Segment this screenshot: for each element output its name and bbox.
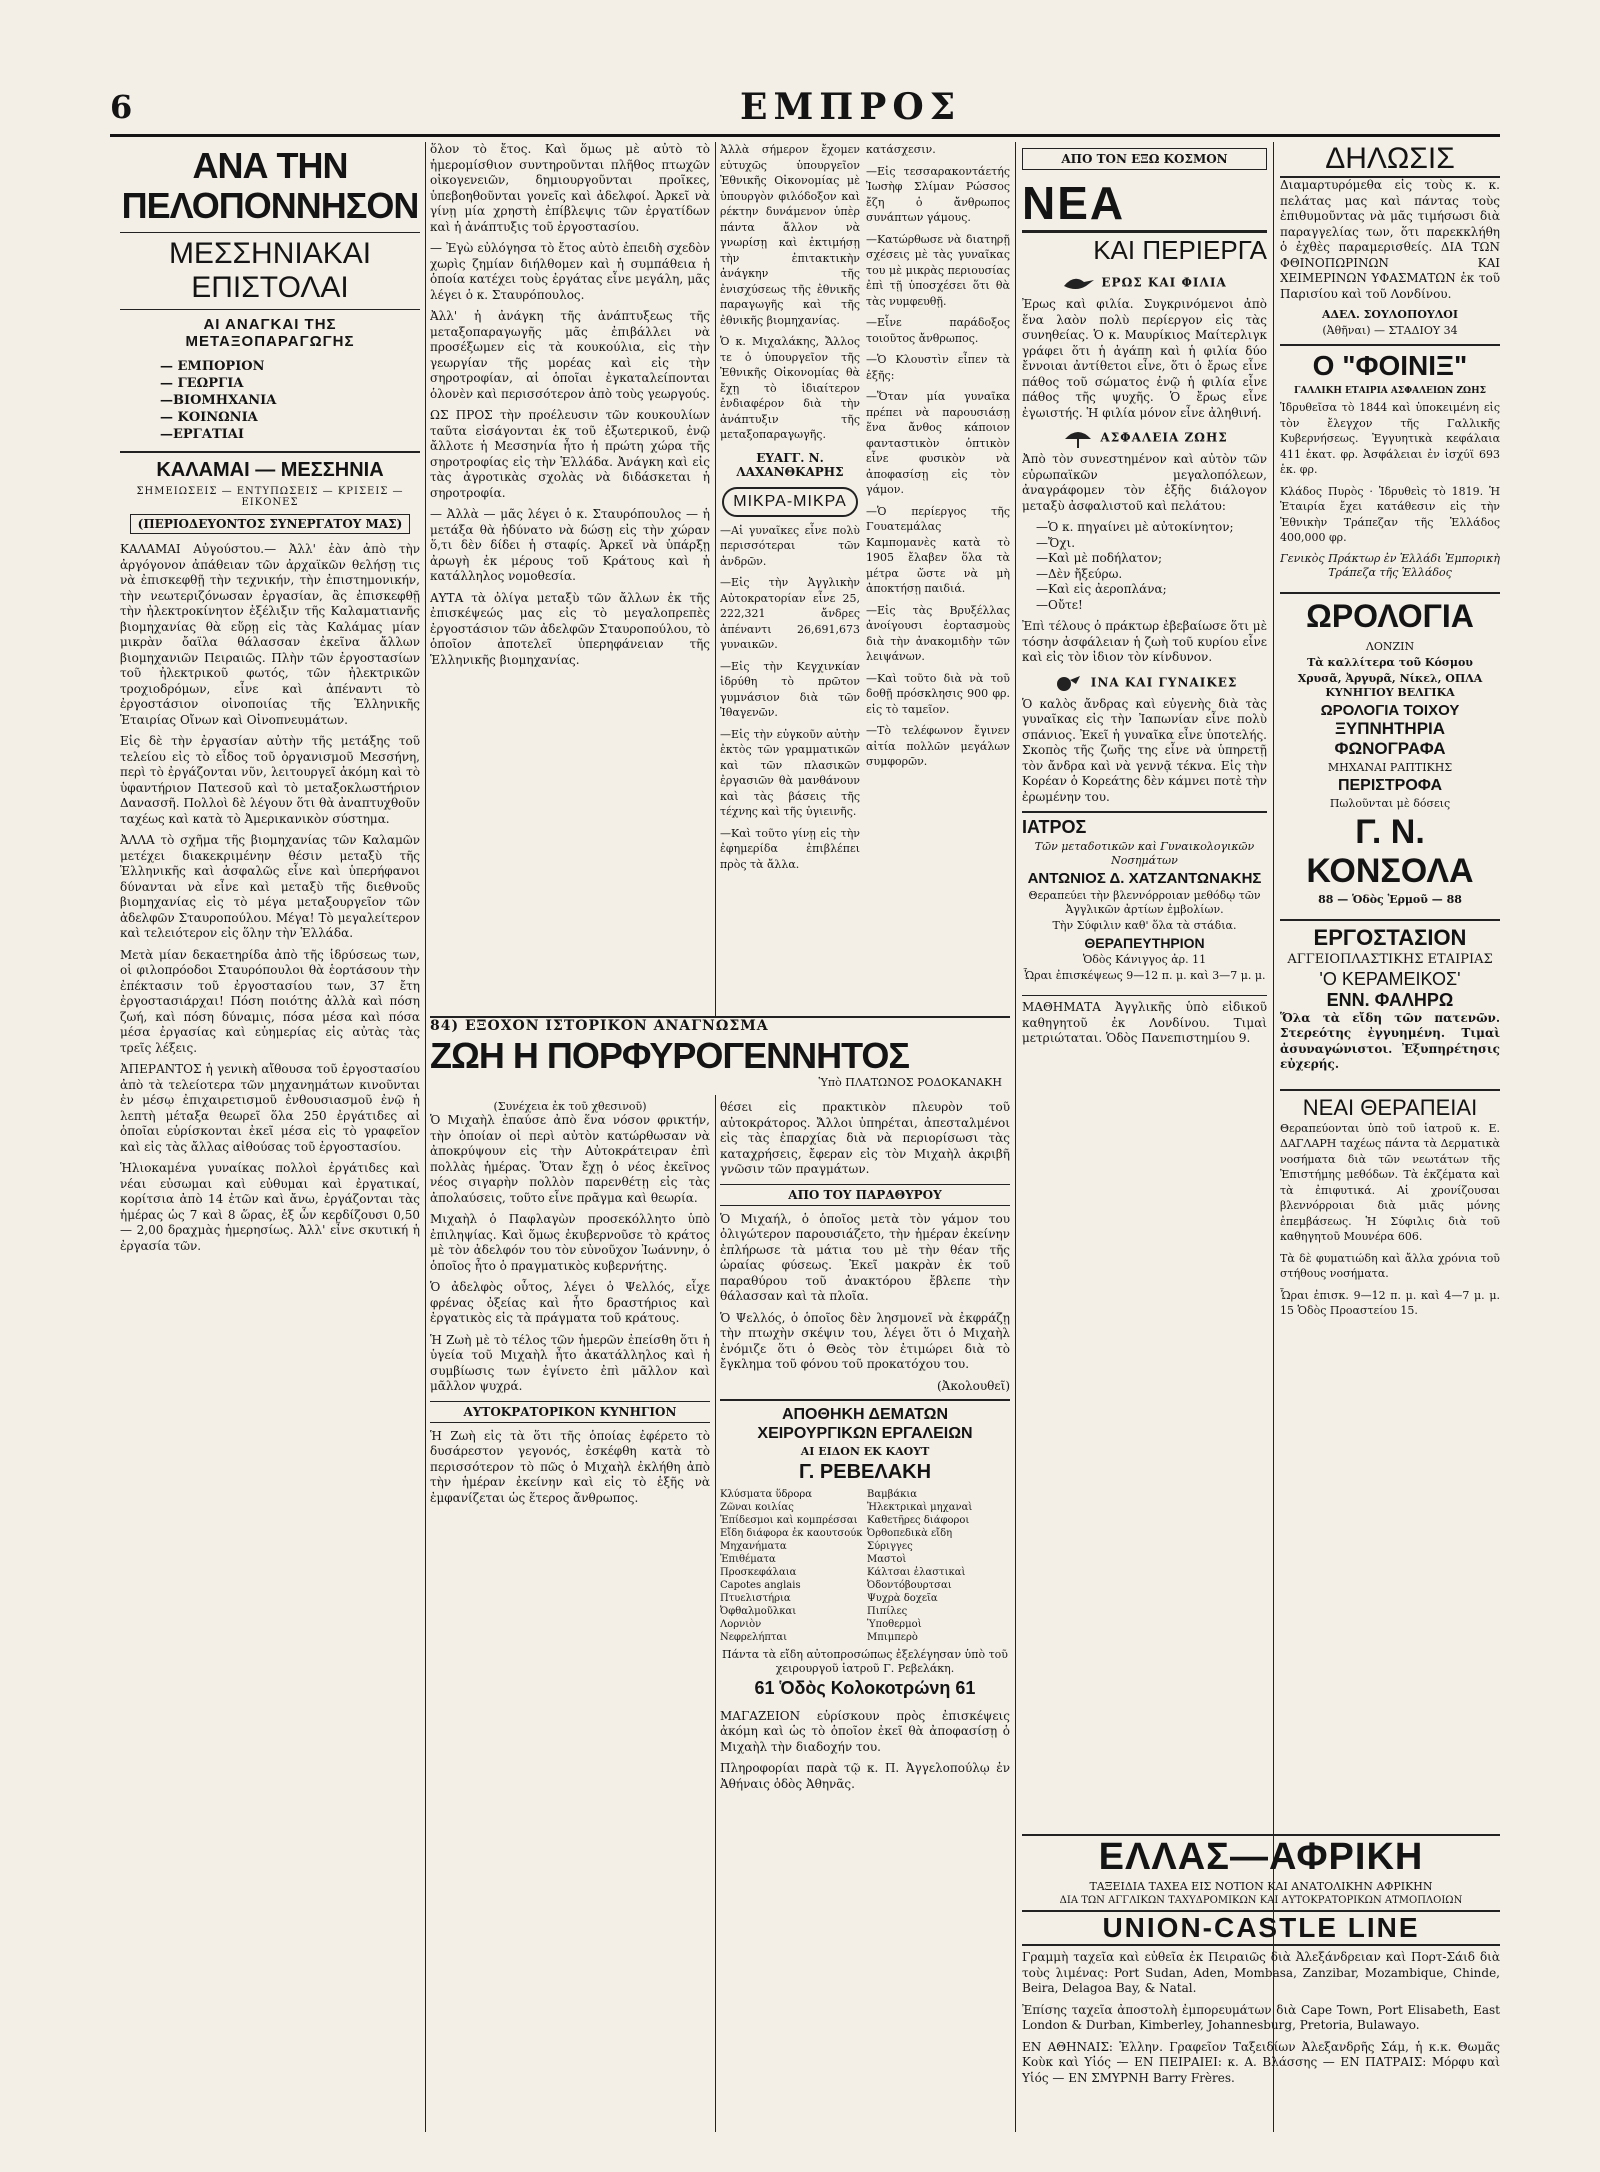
ad-line: Χρυσᾶ, Ἀργυρᾶ, Νίκελ, ΟΠΛΑ ΚΥΝΗΓΙΟΥ ΒΕΛΓΙΚΑ: [1297, 671, 1483, 699]
topic-list: [160, 358, 420, 443]
item-heading: [1022, 672, 1267, 694]
paragraph: ΑΥΤΑ τὰ ὀλίγα μεταξὺ τῶν ἄλλων ἐκ τῆς ἐπισκέψεώς μας εἰς τὸ μεγαλοπρεπὲς ἐργοστάσιον τῶν ἀδελφῶν Σταυροπούλου, τὸ ὁποῖον ἀποτελεῖ ὑπερηφάνειαν τῆς Ἑλληνικῆς βιομηχανίας.: [430, 590, 710, 667]
ad-title: ΑΠΟΘΗΚΗ ΔΕΜΑΤΩΝ ΧΕΙΡΟΥΡΓΙΚΩΝ ΕΡΓΑΛΕΙΩΝ: [757, 1405, 973, 1442]
article-column-curiosities: [866, 142, 1010, 1012]
ad-agent: Γενικὸς Πράκτωρ ἐν Ἑλλάδι Ἐμπορικὴ Τράπεζα τῆς Ἑλλάδος: [1280, 551, 1500, 579]
paragraph: Ἡ Ζωὴ μὲ τὸ τέλος τῶν ἡμερῶν ἐπείσθη ὅτι ἡ ὑγεία τοῦ Μιχαὴλ ἦτο ἀκατάλληλος καὶ ἡ συμβίωσις των ἐγίνετο ἐπὶ μᾶλλον καὶ μᾶλλον ψυχρά.: [430, 1332, 710, 1393]
ad-item: Πτυελιστήρια: [720, 1592, 791, 1604]
ad-item-grid: [720, 1488, 1010, 1644]
ad-title: ΩΡΟΛΟΓΙΑ: [1306, 597, 1474, 634]
article-title: ΑΝΑ ΤΗΝ ΠΕΛΟΠΟΝΝΗΣΟΝ: [121, 145, 419, 226]
ad-text: Πάντα τὰ εἴδη αὐτοπροσώπως ἐξελέγησαν ὑπὸ τοῦ χειρουργοῦ ἰατροῦ Γ. Ρεβελάκη.: [722, 1647, 1008, 1675]
ad-phoenix: [1280, 344, 1500, 586]
item-heading-text: ΕΡΩΣ ΚΑΙ ΦΙΛΙΑ: [1101, 275, 1227, 290]
ad-item: Εἴδη διάφορα ἐκ καουτσούκ: [720, 1527, 863, 1539]
paragraph: Ὧραι ἐπισκ. 9—12 π. μ. καὶ 4—7 μ. μ. 15 Ὁδὸς Προαστείου 15.: [1280, 1288, 1500, 1317]
paragraph: Διαμαρτυρόμεθα εἰς τοὺς κ. κ. πελάτας μας καὶ πάντας τοὺς ἐπιθυμοῦντας νὰ μᾶς τιμήσωσι διὰ παραγγελίας των, ὅτι παρεκκλήθη ὁ ἐχθὲς παραμερισθείς. ΔΙΑ ΤΩΝ ΦΘΙΝΟΠΩΡΙΝΩΝ ΚΑΙ ΧΕΙΜΕΡΙΝΩΝ ΥΦΑΣΜΑΤΩΝ ἐκ τοῦ Παρισίου καὶ τοῦ Λονδίνου.: [1280, 178, 1500, 301]
ad-item: Μηχανήματα: [720, 1540, 787, 1552]
article-column-continued: [430, 142, 710, 1012]
paragraph: Πληροφορίαι παρὰ τῷ κ. Π. Ἀγγελοπούλῳ ἐν Ἀθήναις ὁδὸς Ἀθηνᾶς.: [720, 1761, 1010, 1791]
paragraph: Ἐρως καὶ φιλία. Συγκρινόμενοι ἀπὸ ἕνα λαὸν πολὺ περίεργον εἰς τὰς συνηθείας. Ὁ κ. Μαυρίκιος Μαίτερλιγκ γράφει ὅτι ἡ ἀγάπη καὶ ἡ φιλία δύο ἔννοιαι ἀντίθετοι εἶνε, ὅτι ὁ ἔρως εἶνε πάθος τοῦ σώματος ἐνῷ ἡ φιλία εἶνε πάθος τῆς ψυχῆς. Ὁ ἔρως εἶνε ἐγωιστής. Ἡ φιλία μόνον εἶνε ἀληθινή.: [1022, 297, 1267, 420]
umbrella-icon: [1061, 427, 1095, 449]
ad-title: ΕΛΛΑΣ—ΑΦΡΙΚΗ: [1022, 1834, 1500, 1878]
topic-item: — ΚΟΙΝΩΝΙΑ: [160, 410, 258, 425]
paragraph: Ἡλιοκαμένα γυναίκας πολλοὶ ἐργάτιδες καὶ νέαι εὐσωμαι καὶ εὐθυμαι καὶ ἐργατικαί, κορίτσια ἀπὸ 14 ἐτῶν καὶ ἄνω, ἐργάζονται τὰς ἡμέρας ὡς 7 καὶ 8 ὥρας, ἐξ ὧν κερδίζουσι 0,50 — 2,00 δραχμὰς ἡμερησίως. Ἀλλ' εἶνε σκυτική ἡ ἐργασία τῶν.: [120, 1161, 420, 1253]
paragraph: ΜΑΓΑΖΕΙΟΝ εὑρίσκουν πρὸς ἐπισκέψεις ἀκόμη καὶ ὡς τὸ ὁποῖον ἐκεῖ θὰ ἀποφασίσῃ ὁ Μιχαὴλ τὴν διαδοχήν του.: [720, 1708, 1010, 1754]
topic-item: — ΕΜΠΟΡΙΟΝ: [160, 359, 265, 374]
section-heading: ΑΠΟ ΤΟΝ ΕΞΩ ΚΟΣΜΟΝ: [1022, 148, 1267, 170]
paragraph: —Αἱ γυναῖκες εἶνε πολὺ περισσότεραι τῶν ἀνδρῶν.: [720, 523, 860, 568]
ad-item: Ἠλεκτρικαὶ μηχαναὶ: [867, 1501, 973, 1513]
topic-item: —ΒΙΟΜΗΧΑΝΙΑ: [160, 393, 277, 408]
ad-text: Θεραπεύει τὴν βλεννόρροιαν μεθόδῳ τῶν Ἀγγλικῶν ἀρτίων ἐμβολίων.: [1028, 889, 1261, 916]
continuation-note: (Ἀκολουθεῖ): [936, 1378, 1010, 1393]
paragraph: Ἀλλ' ἡ ἀνάγκη τῆς ἀνάπτυξεως τῆς μεταξοπαραγωγῆς μᾶς ἐπιβάλλει νὰ προσέξωμεν εἰς τὰ κουκούλια, εἰς τὴν γεωργίαν τῆς μορέας καὶ εἰς τὴν σηροτροφίαν, αἱ ὁποῖαι ἐγκαταλείπονται ὁλονὲν καὶ περισσότερον ἀπὸ τοὺς γεωργούς.: [430, 309, 710, 401]
serial-banner: [430, 1016, 1010, 1095]
ad-address: (Ἀθῆναι) — ΣΤΑΔΙΟΥ 34: [1322, 324, 1458, 337]
section-heading: ΑΠΟ ΤΟΥ ΠΑΡΑΘΥΡΟΥ: [720, 1184, 1010, 1206]
paragraph: —Εἰς τὰς Βρυξέλλας ἀνοίγουσι ἑορτασμοὺς διὰ τὴν ἀνακομιδὴν τῶν λειψάνων.: [866, 603, 1010, 663]
paragraph: —Εἰς τὴν Κεγχινκίαν ἰδρύθη τὸ πρῶτον γυμνάσιον διὰ τῶν Ἰθαγενῶν.: [720, 659, 860, 719]
paragraph: ΩΣ ΠΡΟΣ τὴν προέλευσιν τῶν κουκουλίων ταῦτα εἰσάγονται ἐκ τοῦ ἐξωτερικοῦ, ἐνῷ ἄλλοτε ἡ Μεσσηνία ἦτο ἡ πρώτη χώρα τῆς σηροτροφίας εἰς τὴν Ἑλλάδα. Ἀνάγκη καὶ εἰς τὰς ἀγροτικὰς σχολὰς νὰ διδάσκεται ἡ σηροτροφία.: [430, 408, 710, 500]
ad-name: ΑΝΤΩΝΙΟΣ Δ. ΧΑΤΖΑΝΤΩΝΑΚΗΣ: [1027, 870, 1262, 887]
serial-column-right: [720, 1100, 1010, 2130]
ad-item: Νεφρελήπται: [720, 1631, 788, 1643]
item-heading: [1022, 272, 1267, 294]
ad-item: Κλύσματα ὕδρορα: [720, 1488, 813, 1500]
article-section: ΑΙ ΑΝΑΓΚΑΙ ΤΗΣ ΜΕΤΑΞΟΠΑΡΑΓΩΓΗΣ: [185, 316, 355, 350]
paragraph: —Εἰς τὴν Ἀγγλικὴν Αὐτοκρατορίαν εἶνε 25, 222,321 ἄνδρες ἀπέναντι 26,691,673 γυναικῶν.: [720, 576, 860, 651]
paragraph: Ὁ Μιχαὴλ ἐπαύσε ἀπὸ ἕνα νόσον φρικτήν, τὴν ὁποίαν οἱ περὶ αὐτὸν κατώρθωσαν νὰ ἀποκρύψουν εἰς τὴν Αὐτοκράτειραν ἐπὶ πολλὰς ἡμέρας. Ὅταν ἔχῃ ὁ νέος ἐκεῖνος νέος σιγαρὴν πολλὸν παρενθέτῃ εἰς τὰς ἀπολαύσεις, τοῦτο εἶνε πρᾶγμα καὶ θεωρία.: [430, 1113, 710, 1205]
dialogue-line: —Ὄχι.: [1036, 535, 1076, 550]
byline: (ΠΕΡΙΟΔΕΥΟΝΤΟΣ ΣΥΝΕΡΓΑΤΟΥ ΜΑΣ): [130, 514, 410, 534]
ad-item: Ὑποθερμοὶ: [867, 1618, 922, 1630]
paragraph: Ὁ Ψελλός, ὁ ὁποῖος δὲν λησμονεῖ νὰ ἐκφράζῃ τὴν πτωχὴν σκέψιν του, λέγει ὅτι ὁ Μιχαὴλ ἐνόμιζε ὅτι ὁ Θεὸς τὸν ἐτιμώρει διὰ τὸ ἔγκλημα τοῦ φόνου τοῦ προκατόχου του.: [720, 1310, 1010, 1371]
page-header: [110, 88, 1500, 128]
ad-item: Μπιμπερὸ: [867, 1631, 918, 1643]
ad-title-row: [1280, 598, 1500, 654]
ad-item-column: [720, 1488, 863, 1644]
ad-heading: ΘΕΡΑΠΕΥΤΗΡΙΟΝ: [1084, 935, 1205, 951]
serial-author: Ὑπὸ ΠΛΑΤΩΝΟΣ ΡΟΔΟΚΑΝΑΚΗ: [818, 1076, 1002, 1089]
ad-item: Βαμβάκια: [867, 1488, 918, 1500]
dialogue-line: —Δὲν ἤξεύρω.: [1036, 566, 1123, 581]
ad-keramikos: [1280, 919, 1500, 1083]
paragraph: —Ὁ Κλουστὶν εἶπεν τὰ ἑξῆς:: [866, 353, 1010, 382]
paragraph: —Καὶ τοῦτο γίνῃ εἰς τὴν ἐφημερίδα ἐπιβλέπει πρὸς τὰ ἄλλα.: [720, 826, 860, 871]
ad-item: Καθετῆρες διάφοροι: [867, 1514, 970, 1526]
dialogue-line: —Καὶ εἰς ἀεροπλάνα;: [1036, 582, 1167, 596]
ad-item: Πιπίλες: [867, 1605, 908, 1617]
paragraph: ἈΠΕΡΑΝΤΟΣ ἡ γενικὴ αἴθουσα τοῦ ἐργοστασίου ἀπὸ τὰ τελείοτερα τῶν μηχανημάτων κινοῦνται ἐν μέσῳ ἐπιχαιρετισμοῦ ἐνθουσιασμοῦ ἐνῷ ἡ λεπτὴ μέταξα θεωρεῖ ὅλα 250 ἐργάτιδες αἱ ὁποῖαι εὑρίσκονται ἐκεῖ μέσα εἰς τὸ γραφεῖον καὶ εἰς τὰς ἄλλας αἰθούσας τοῦ ἐργοστασίου.: [120, 1062, 420, 1154]
ad-new-therapies: [1280, 1089, 1500, 1329]
paragraph: —Ὅταν μία γυναῖκα πρέπει νὰ παρουσιάσῃ ἕνα ἄνθος κάποιον φανταστικὸν ὁπτικὸν εἶνε φυσικὸν νὰ ἀποφασίσῃ εἰς τὸν γάμον.: [866, 390, 1010, 496]
paragraph: Ἀλλὰ σήμερον ἔχομεν εὐτυχῶς ὑπουργεῖον Ἐθνικῆς Οἰκονομίας μὲ ὑπουργὸν φιλόδοξον καὶ ρέκτην δυνάμενον ὑπὲρ πάντα ἄλλον νὰ γνωρίσῃ καὶ ἐκτιμήσῃ τὴν ἐπιτακτικὴν ἀνάγκην τῆς ἐνισχύσεως τῆς ἐθνικῆς παραγωγῆς καὶ τῆς ἐθνικῆς βιομηχανίας.: [720, 143, 860, 327]
ad-line: ΦΩΝΟΓΡΑΦΑ: [1334, 738, 1446, 758]
ad-line: ΜΗΧΑΝΑΙ ΡΑΠΤΙΚΗΣ: [1327, 760, 1453, 774]
paragraph: —Καὶ τοῦτο διὰ νὰ τοῦ δοθῇ πρόσκλησις 900 φρ. εἰς τὸ ταμεῖον.: [866, 671, 1010, 716]
column-divider: [425, 142, 426, 2132]
paragraph: Ἐπὶ τέλους ὁ πράκτωρ ἐβεβαίωσε ὅτι μὲ τόσην ἀσφάλειαν ἡ ζωὴ τοῦ κυρίου εἶνε καὶ εἰς τὸν ἰδιον τὸν κίνδυνον.: [1022, 619, 1267, 664]
ad-line: Τὰ καλλίτερα τοῦ Κόσμου: [1307, 655, 1473, 669]
header-rule: [110, 134, 1500, 137]
ad-text: Τὴν Σύφιλιν καθ' ὅλα τὰ στάδια.: [1052, 919, 1237, 932]
ad-title: Ο "ΦΟΙΝΙΞ": [1312, 350, 1468, 381]
ad-title: ΝΕΑΙ ΘΕΡΑΠΕΙΑΙ: [1302, 1094, 1478, 1120]
news-curiosities-column: [1022, 142, 1267, 1822]
paragraph: —Εἰς τὴν εὐγκοῦν αὐτὴν ἐκτὸς τῶν γραμματικῶν καὶ τῶν πλασικῶν ἐργασιῶν θὰ μανθάνουν καὶ τὰς βάσεις τῆς τέχνης καὶ τῆς ὑγιεινῆς.: [720, 727, 860, 818]
ad-subtitle: ΤΑΞΕΙΔΙΑ ΤΑΧΕΑ ΕΙΣ ΝΟΤΙΟΝ ΚΑΙ ΑΝΑΤΟΛΙΚΗΝ ΑΦΡΙΚΗΝ: [1089, 1880, 1433, 1893]
paragraph: Ὁ Μιχαήλ, ὁ ὁποῖος μετὰ τὸν γάμον του ὀλιγώτερον παρουσιάζετο, τὴν ἡμέραν ἐκείνην ἐπλήρωσε τὰ μάτια του μὲ τὴν θέαν τῆς ὡραίας φύσεως. Ἐκεῖ μακρὰν ἐκ τοῦ παραθύρου τοῦ ἀνακτόρου ἔβλεπε τὴν θάλασσαν καὶ τὰ πλοῖα.: [720, 1211, 1010, 1303]
ad-title: ΕΡΓΟΣΤΑΣΙΟΝ: [1313, 924, 1467, 950]
ad-surgical-supplies: [720, 1399, 1010, 1703]
paragraph: Μετὰ μίαν δεκαετηρίδα ἀπὸ τῆς ἱδρύσεως των, οἱ φιλοπρόοδοι Σταυρόπουλοι θὰ ἑορτάσουν τὴν ἐπέκτασιν τοῦ ἐργοστασίου των, 37 ἔτη ἐργοστασιάρχαι! Πόση ποιότης ἀλλὰ καὶ πόση ζωή, καὶ πόση δύναμις, πόσα μέσα καὶ πόσα μέσα ἐργασίας καὶ εὐημερίας εἰς αὐτὰς τὰς τρεῖς λέξεις.: [120, 947, 420, 1055]
mikra-heading: ΜΙΚΡΑ-ΜΙΚΡΑ: [722, 487, 858, 517]
ad-item: Ψυχρὰ δοχεῖα: [867, 1592, 938, 1604]
paragraph: —Εἰς τεσσαρακοντάετής Ἰωσὴφ Σλίμαν Ρώσσος ἔζη ὁ ἄνθρωπος συνάπτων γάμους.: [866, 164, 1010, 224]
paragraph: Εἰς δὲ τὴν ἐργασίαν αὐτὴν τῆς μετάξης τοῦ τελείου εἰς τὸ εἶδος τοῦ ὀργανισμοῦ Μεσσήνη, περὶ τὸ ἐργάζονται νῦν, λειτουργεῖ ἀκόμη καὶ τὸ ὑφαντήριον Πατεσοῦ καὶ τὸ μεταξοκλωστήριον Δανασσῆ. Πολλοὶ δὲ λέγουν ὅτι θὰ ἀναπτυχθοῦν ταχέως καὶ κατὰ τὸ Ἀμερικανικὸν σύστημα.: [120, 734, 420, 826]
paragraph: ΜΑΘΗΜΑΤΑ Ἀγγλικῆς ὑπὸ εἰδικοῦ καθηγητοῦ ἐκ Λονδίνου. Τιμαὶ μετριώταται. Ὁδὸς Πανεπιστημίου 9.: [1022, 995, 1267, 1047]
ad-item: Μαστοὶ: [867, 1553, 907, 1565]
ad-item: Κάλτσαι ἐλαστικαὶ: [867, 1566, 966, 1578]
continuation-note: (Συνέχεια ἐκ τοῦ χθεσινοῦ): [493, 1100, 647, 1113]
nea-heading: ΝΕΑ: [1022, 176, 1267, 233]
ad-address: 61 Ὁδὸς Κολοκοτρώνη 61: [754, 1677, 976, 1698]
paragraph: — Ἐγὼ εὐλόγησα τὸ ἔτος αὐτὸ ἐπειδὴ σχεδὸν χωρὶς ζημίαν διήλθομεν καὶ ἡ συμπάθεια ἡ ὁποία κατέχει τοὺς ἐργάτας εἶνε μεγάλη, μᾶς λέγει ὁ κ. Σταυρόπουλος.: [430, 241, 710, 302]
paragraph: —Ὁ περίεργος τῆς Γουατεμάλας Καμπομανὲς κατὰ τὸ 1905 ἔλαβεν ὅλα τὰ μέτρα ὥστε νὰ μὴ ἀποκτήσῃ παιδιά.: [866, 504, 1010, 595]
ad-subtitle: Τῶν μεταδοτικῶν καὶ Γυναικολογικῶν Νοσημάτων: [1034, 840, 1255, 867]
paragraph: Γραμμὴ ταχεῖα καὶ εὐθεῖα ἐκ Πειραιῶς διὰ Ἀλεξάνδρειαν καὶ Πορτ-Σάιδ διὰ τοὺς λιμένας: Port Sudan, Aden, Mombasa, Zanzibar, Mozambique, Chinde, Beira, Delagoa Bay, & Natal.: [1022, 1950, 1500, 1995]
ad-line: ΩΡΟΛΟΓΙΑ ΤΟΙΧΟΥ: [1320, 701, 1460, 719]
ad-subtitle: ΑΙ ΕΙΔΟΝ ΕΚ ΚΑΟΥΤ: [800, 1444, 930, 1458]
page-number: 6: [110, 88, 133, 126]
dialogue-line: —Οὔτε!: [1036, 597, 1083, 612]
item-heading-text: ΙΝΑ ΚΑΙ ΓΥΝΑΙΚΕΣ: [1090, 675, 1238, 689]
masthead: ΕΜΠΡΟΣ: [740, 86, 962, 128]
ad-brand: UNION-CASTLE LINE: [1022, 1910, 1500, 1946]
ad-address: Ὁδὸς Κάνιγγος ἀρ. 11: [1082, 953, 1207, 966]
bird-icon: [1062, 272, 1096, 294]
ad-item: Ὀρθοπεδικὰ εἴδη: [867, 1527, 953, 1539]
paragraph: ΚΑΛΑΜΑΙ Αὐγούστου.— Ἀλλ' ἐὰν ἀπὸ τὴν ἀργόγονον ἀπάθειαν τῶν ἀρχαϊκῶν θελήσῃ τις νὰ ἐπισκεφθῇ τὴν τεχνικήν, τὴν ἐπιστημονικήν, τὴν νεωτεριζόνωσαν ἐργασίαν, ἂς ἐπισκεφθῇ τὴν ἠλεκτροκίνητον ἐξέλιξιν τῆς Καλαματιανῆς βιομηχανίας θὰ εὕρῃ εἰς τὰς Καλάμας μίαν μικρὰν ὄαϊλα θάλασσαν ἐκεῖνα ἄλλων βιομηχανιῶν Πειραιῶς. Πλὴν τῶν ἐργοστασίων τοῦ ἠλεκτρικοῦ φωτός, τῶν ἠλεκτρικῶν τροχιοδρόμων, εἶνε καὶ ἀπέναντι τὸ ἐργοστάσιον οἰνοποιίας τῆς Ἑλληνικῆς Ἑταιρίας Οἴνων καὶ Οἰνοπνευμάτων.: [120, 542, 420, 727]
ad-line: ΞΥΠΝΗΤΗΡΙΑ: [1334, 718, 1446, 738]
paragraph: Κλάδος Πυρὸς · Ἱδρυθεὶς τὸ 1819. Ἡ Ἑταιρία ἔχει κατάθεσιν εἰς τὴν Ἐθνικὴν Τράπεζαν τῆς Ἑλλάδος 400,000 φρ.: [1280, 484, 1500, 544]
dateline: ΚΑΛΑΜΑΙ — ΜΕΣΣΗΝΙΑ: [120, 451, 420, 482]
paragraph: κατάσχεσιν.: [866, 143, 936, 156]
article-column-mikra: [720, 142, 860, 1012]
topic-item: —ΕΡΓΑΤΙΑΙ: [160, 427, 244, 442]
paragraph: Ὁ καλὸς ἄνδρας καὶ εὐγενὴς διὰ τὰς γυναῖκας εἰς τὴν Ἰαπωνίαν εἶνε πολὺ σπάνιος. Ἐκεῖ ἡ γυναῖκα εἶνε ὑποτελής. Σκοπὸς τῆς ζωῆς της εἶνε νὰ ὑπηρετῇ τὸν ἄνδρα καὶ νὰ γεννᾷ τέκνα. Εἰς τὴν Κορέαν ὁ Κορεάτης δὲν κάμνει ποτὲ τὴν ἐρωμένην του.: [1022, 696, 1267, 804]
column-divider: [1015, 142, 1016, 2132]
ad-item: Προσκεφάλαια: [720, 1566, 797, 1578]
ad-item: Capotes anglais: [720, 1579, 801, 1591]
paragraph: Ὁ ἀδελφὸς οὗτος, λέγει ὁ Ψελλός, εἶχε φρένας ὀξείας καὶ ἦτο δραστήριος καὶ ἐργατικὸς εἰς τὰ πράγματα τοῦ κράτους.: [430, 1280, 710, 1325]
serial-column-left: [430, 1100, 710, 2130]
ad-address: ΕΝΝ. ΦΑΛΗΡΩ: [1326, 989, 1454, 1010]
article-column-peloponnese: [120, 142, 420, 2132]
paragraph: ΕΝ ΑΘΗΝΑΙΣ: Ἑλλην. Γραφεῖον Ταξειδίων Ἀλεξανδρῆς Σάμ, ἡ κ.κ. Θωμᾶς Κοὺκ καὶ Υἱός — ΕΝ ΠΕΙΡΑΙΕΙ: κ. Α. Βλάσσης — ΕΝ ΠΑΤΡΑΙΣ: Μόρφυ καὶ Υἱός — ΕΝ ΣΜΥΡΝΗ Barry Frères.: [1022, 2039, 1500, 2085]
nea-subheading: ΚΑΙ ΠΕΡΙΕΡΓΑ: [1093, 235, 1267, 265]
ad-name: Γ. Ν. ΚΟΝΣΟΛΑ: [1306, 812, 1474, 890]
paragraph: θέσει εἰς πρακτικὸν πλευρὸν τοῦ αὐτοκράτορος. Ἄλλοι ὑπηρέται, ἀπεσταλμένοι εἰς τὰς ἐπαρχίας διὰ νὰ περιορίσωσι τὰς καταχρήσεις, ἔφεραν εἰς τὸν Μιχαὴλ ἀκριβῆ γνῶσιν τῶν πραγμάτων.: [720, 1100, 1010, 1176]
ad-item-column: [867, 1488, 1010, 1644]
ad-item: Λορνιὸν: [720, 1618, 762, 1630]
dialogue-line: —Καὶ μὲ ποδήλατον;: [1036, 551, 1163, 565]
paragraph: Ἀπὸ τὸν συνεστημένον καὶ αὐτὸν τῶν εὐρωπαϊκῶν μεγαλοπόλεων, ἀναγράφομεν τὸν ἑξῆς διάλογον μεταξὺ ἀσφαλιστοῦ καὶ πελάτου:: [1022, 452, 1267, 513]
paragraph: Ὁ κ. Μιχαλάκης, Ἄλλος τε ὁ ὑπουργεῖον τῆς Ἐθνικῆς Οἰκονομίας θὰ ἔχῃ τὸ ἰδιαίτερον ἐνδιαφέρον διὰ τὴν ἀνάπτυξιν τῆς μεταξοπαραγωγῆς.: [720, 335, 860, 441]
ad-item: Ζῶναι κοιλίας: [720, 1501, 794, 1513]
ad-item: Ἐπιθέματα: [720, 1553, 776, 1565]
paragraph: —Κατώρθωσε νὰ διατηρῇ σχέσεις μὲ τὰς γυναῖκας του μὲ μικρὰς περιουσίας ἐπὶ τῇ ὑποσχέσει ὅτι θὰ τὰς νυμφευθῇ.: [866, 232, 1010, 308]
ad-title: ΙΑΤΡΟΣ: [1022, 817, 1087, 837]
signature: ΕΥΑΓΓ. Ν. ΛΑΧΑΝΘΚΑΡΗΣ: [736, 450, 844, 479]
ad-signature: ΑΔΕΛ. ΣΟΥΛΟΠΟΥΛΟΙ: [1321, 308, 1459, 321]
ad-line: Πωλοῦνται μὲ δόσεις: [1329, 796, 1451, 810]
paragraph: Ἱδρυθεῖσα τὸ 1844 καὶ ὑποκειμένη εἰς τὸν ἔλεγχον τῆς Γαλλικῆς Κυβερνήσεως. Ἐγγυητικὰ κεφάλαια 411 ἑκατ. φρ. Ἀσφάλειαι ἐν ἰσχύϊ 693 ἑκ. φρ.: [1280, 401, 1500, 476]
ad-line: ΠΕΡΙΣΤΡΟΦΑ: [1337, 776, 1443, 794]
ad-subtitle: ΑΓΓΕΙΟΠΛΑΣΤΙΚΗΣ ΕΤΑΙΡΙΑΣ: [1287, 951, 1493, 967]
section-heading: ΑΥΤΟΚΡΑΤΟΡΙΚΟΝ ΚΥΝΗΓΙΟΝ: [430, 1401, 710, 1423]
ad-title: ΔΗΛΩΣΙΣ: [1280, 142, 1500, 178]
ad-item: Ὀδοντόβουρτσαι: [867, 1579, 952, 1591]
ad-item: Ἐπίδεσμοι καὶ κομπρέσσαι: [720, 1514, 858, 1526]
paragraph: Ἐπίσης ταχεῖα ἀποστολὴ ἐμπορευμάτων διὰ Cape Town, Port Elisabeth, East London & Durban, Kimberley, Johannesburg, Pretoria, Bulawayo.: [1022, 2002, 1500, 2032]
item-heading-text: ΑΣΦΑΛΕΙΑ ΖΩΗΣ: [1100, 430, 1228, 445]
dialogue-line: —Ὁ κ. πηγαίνει μὲ αὐτοκίνητον;: [1036, 520, 1234, 534]
ad-subtitle: ΔΙΑ ΤΩΝ ΑΓΓΛΙΚΩΝ ΤΑΧΥΔΡΟΜΙΚΩΝ ΚΑΙ ΑΥΤΟΚΡΑΤΟΡΙΚΩΝ ΑΤΜΟΠΛΟΙΩΝ: [1059, 1895, 1463, 1906]
paragraph: —Εἶνε παράδοξος τοιοῦτος ἄνθρωπος.: [866, 316, 1010, 345]
ad-name: 'Ο ΚΕΡΑΜΕΙΚΟΣ': [1319, 968, 1461, 989]
article-subtitle: ΜΕΣΣΗΝΙΑΚΑΙ ΕΠΙΣΤΟΛΑΙ: [120, 232, 420, 310]
ad-name: Γ. ΡΕΒΕΛΑΚΗ: [798, 1460, 932, 1483]
paragraph: —Τὸ τελέφωνον ἔγινεν αἰτία πολλῶν μεγάλων συμφορῶν.: [866, 724, 1010, 768]
categories: ΣΗΜΕΙΩΣΕΙΣ — ΕΝΤΥΠΩΣΕΙΣ — ΚΡΙΣΕΙΣ — ΕΙΚΟΝΕΣ: [136, 486, 404, 508]
ad-watches: [1280, 592, 1500, 913]
paragraph: Τὰ δὲ φυματιώδη καὶ ἄλλα χρόνια τοῦ στήθους νοσήματα.: [1280, 1251, 1500, 1280]
item-heading: [1022, 427, 1267, 449]
paragraph: — Ἀλλὰ — μᾶς λέγει ὁ κ. Σταυρόπουλος — ἡ μετάξα θὰ ἠδύνατο νὰ δώσῃ εἰς τὴν χώραν ὅ,τι δὲν δίδει ἡ σταφίς. Ἀρκεῖ νὰ ὑπάρξῃ ἀρωγὴ ἐκ μέρους τοῦ Κράτους καὶ ἡ κατάλληλος νομοθεσία.: [430, 507, 710, 583]
ad-address: 88 — Ὁδὸς Ἑρμοῦ — 88: [1318, 892, 1462, 906]
ad-doctor: [1022, 811, 1267, 989]
paragraph: Ἡ Ζωὴ εἰς τὰ ὅτι τῆς ὁποίας ἐφέρετο τὸ δυσάρεστον γεγονός, ἐσκέφθη κατὰ τὸ περισσότερον τὸ πῶς ὁ Μιχαὴλ ἐκλήθη ἀπὸ τὴν ἡμέραν ἐκείνην καὶ εἰς τὸ ἑξῆς νὰ ἐμφανίζεται ὡς ἕτερος ἄνθρωπος.: [430, 1428, 710, 1505]
paragraph: Ὅλα τὰ εἴδη τῶν πατενῶν. Στερεότης ἐγγυημένη. Τιμαὶ ἀσυναγώνιστοι. Ἐξυπηρέτησις εὐχερής.: [1280, 1010, 1500, 1071]
ad-hours: Ὧραι ἐπισκέψεως 9—12 π. μ. καὶ 3—7 μ. μ.: [1023, 969, 1266, 982]
dialogue: [1036, 520, 1267, 613]
ad-subtitle: ΓΑΛΛΙΚΗ ΕΤΑΙΡΙΑ ΑΣΦΑΛΕΙΩΝ ΖΩΗΣ: [1294, 386, 1486, 396]
rooster-icon: [1052, 672, 1086, 694]
paragraph: ὅλον τὸ ἔτος. Καὶ ὅμως μὲ αὐτὸ τὸ ἡμερομίσθιον συντηροῦνται πλῆθος πτωχῶν οἰκογενειῶν, δημιουργοῦνται προῖκες, ὑπεβοηθοῦνται γονεῖς καὶ ἀδελφοί. Ἀρκεῖ νὰ γίνῃ μία χρηστὴ ἐπίβλεψις τῶν ἐργατίδων καὶ ἡ ἀνάπτυξις τοῦ ἐργοστασίου.: [430, 142, 710, 234]
ad-brand: ΛΟΝΖΙΝ: [1365, 639, 1415, 653]
serial-series: 84) ΕΞΟΧΟΝ ΙΣΤΟΡΙΚΟΝ ΑΝΑΓΝΩΣΜΑ: [430, 1018, 769, 1034]
paragraph: Μιχαὴλ ὁ Παφλαγὼν προσεκόλλητο ὑπὸ ἐπιληψίας. Καὶ ὅμως ἐκυβερνοῦσε τὸ κράτος μὲ τὸν ἀδελφόν του τὸν εὐνοῦχον Ἰωάννην, ὁ ὁποῖος ἦτο ὁ πραγματικὸς κυβερνήτης.: [430, 1212, 710, 1273]
ad-ellas-afriki: [1022, 1834, 1500, 2092]
paragraph: ἈΛΛΑ τὸ σχῆμα τῆς βιομηχανίας τῶν Καλαμῶν μετέχει διακεκριμένην θέσιν μεταξὺ τῆς Ἑλληνικῆς καὶ ἀσφαλῶς εἶνε καὶ ὑπερήφανοι δύνανται νὰ εἶνε καὶ μεταξὺ τῆς διεθνοῦς βιομηχανίας εἰς τὸ μέγα μεταξουργεῖον τῶν ἀδελφῶν Σταυροπούλου. Μέγα! Τὸ μεγαλείτερον καὶ τελειότερον εἰς ὅλην τὴν Ἑλλάδα.: [120, 833, 420, 940]
column-divider: [715, 142, 716, 2132]
serial-title: ΖΩΗ Η ΠΟΡΦΥΡΟΓΕΝΝΗΤΟΣ: [430, 1035, 910, 1076]
paragraph: Θεραπεύονται ὑπὸ τοῦ ἰατροῦ κ. Ε. ΔΑΓΛΑΡΗ ταχέως πάντα τὰ Δερματικὰ νοσήματα διὰ τῶν νεωτάτων τῆς Ἐπιστήμης μεθόδων. Τὰ ἐκζέματα καὶ τὰ ἐπιφυτικά. Αἱ χρονίζουσαι βλεννόρροιαι διὰ μιᾶς μόνης ἐπεμβάσεως. Ἡ Σύφιλις διὰ τοῦ καθηγητοῦ Μουνέρα 606.: [1280, 1121, 1500, 1243]
ad-item: Σύριγγες: [867, 1540, 913, 1552]
topic-item: — ΓΕΩΡΓΙΑ: [160, 376, 244, 391]
ad-item: Ὀφθαλμοῦλκαι: [720, 1605, 797, 1617]
advertisements-column: [1280, 142, 1500, 1822]
